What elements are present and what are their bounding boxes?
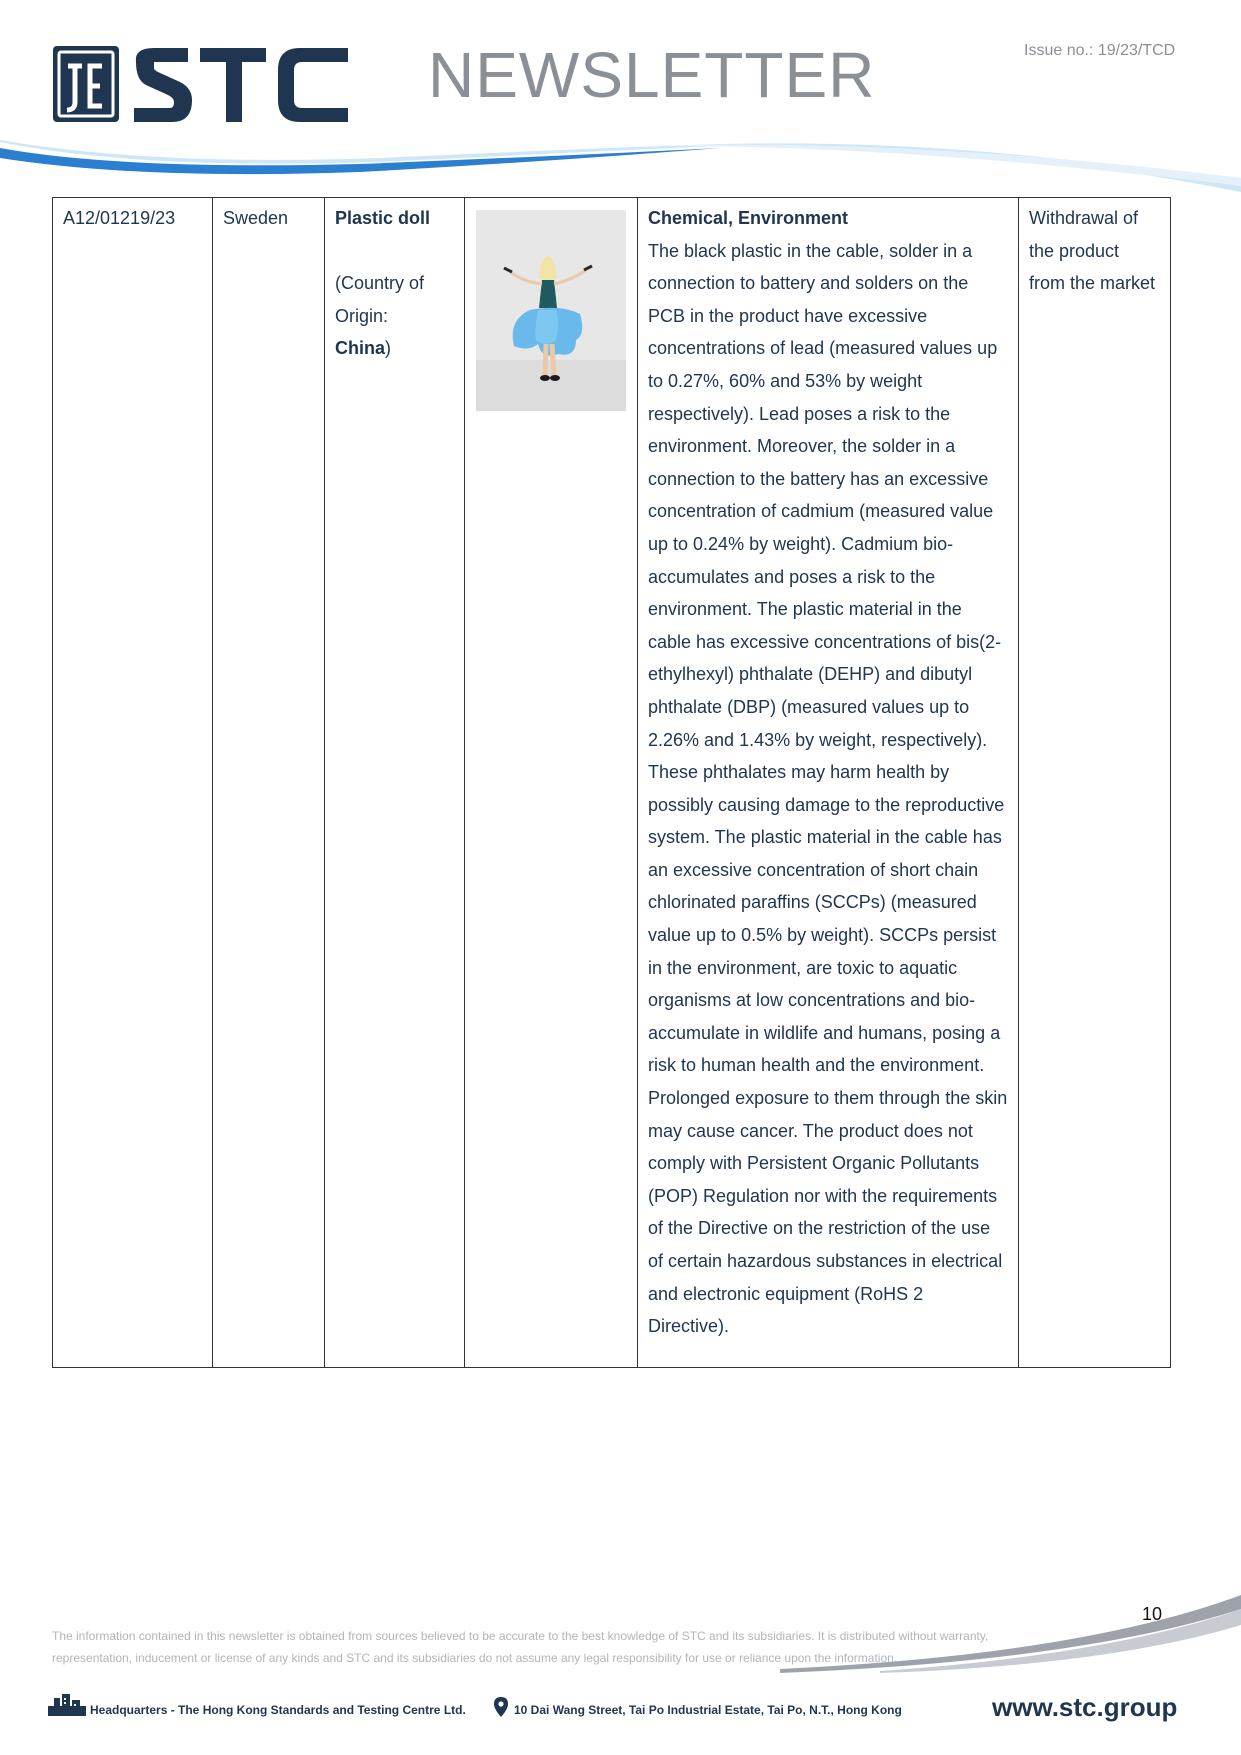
hazard-cell [638,198,1019,1368]
product-cell [325,198,465,1368]
hq-address: 10 Dai Wang Street, Tai Po Industrial Estate, Tai Po, N.T., Hong Kong [514,1703,902,1717]
country-cell [213,198,325,1368]
website-link[interactable]: www.stc.group [992,1692,1178,1722]
header-swoosh [0,140,1241,200]
recall-ref: A12/01219/23 [63,208,176,228]
origin-close: ) [385,338,392,359]
building-icon [48,1692,86,1716]
page-number: 10 [1142,1604,1163,1624]
product-name: Plastic doll [335,208,431,228]
photo-cell [465,198,638,1368]
risk-type: Chemical, Environment [648,208,849,228]
origin-country: China [335,338,386,359]
issue-number: Issue no.: 19/23/TCD [1024,42,1176,59]
measures-cell [1019,198,1171,1368]
location-pin-icon [494,1697,508,1717]
product-photo [476,210,626,411]
origin-label: (Country of [335,273,425,294]
origin-label-2: Origin: [335,305,389,326]
table-row [53,198,1171,1368]
stc-logo [52,44,352,126]
origin-country-line [335,332,454,365]
recall-table [52,197,1171,1368]
hazard-description: The black plastic in the cable, solder in a connection to battery and solders on the PCB in the product have excessive concentrations of lead (measured values up to 0.27%, 60% and 53% by weight respectively). Lead poses a risk to the environment. Moreover, the solder in a connection to the battery has an excessive concentration of cadmium (measured value up to 0.24% by weight). Cadmium bio-accumulates and poses a risk to the environment. The plastic material in the cable has excessive concentrations of bis(2-ethylhexyl) phthalate (DEHP) and dibutyl phthalate (DBP) (measured values up to 2.26% and 1.43% by weight, respectively). These phthalates may harm health by possibly causing damage to the reproductive system. The plastic material in the cable has an excessive concentration of short chain chlorinated paraffins (SCCPs) (measured value up to 0.5% by weight). SCCPs persist in the environment, are toxic to aquatic organisms at low concentrations and bio-accumulate in wildlife and humans, posing a risk to human health and the environment. Prolonged exposure to them through the skin may cause cancer. The product does not comply with Persistent Organic Pollutants (POP) Regulation nor with the requirements of the Directive on the restriction of the use of certain hazardous substances in electrical and electronic equipment (RoHS 2 Directive). [648,240,1008,1337]
measures-taken: Withdrawal of the product from the market [1029,208,1156,294]
notifying-country: Sweden [223,208,289,228]
disclaimer: The information contained in this newsletter is obtained from sources believed to be accurate to the best knowledge of STC and its subsidiaries. It is distributed without warranty, representation, inducement or license of any kinds and STC and its subsidiaries do not assume any legal responsibility for use or reliance upon the information. [52,1629,989,1665]
newsletter-title: NEWSLETTER [428,39,876,111]
ref-cell [53,198,213,1368]
headquarters-label: Headquarters - The Hong Kong Standards and Testing Centre Ltd. [90,1703,466,1717]
